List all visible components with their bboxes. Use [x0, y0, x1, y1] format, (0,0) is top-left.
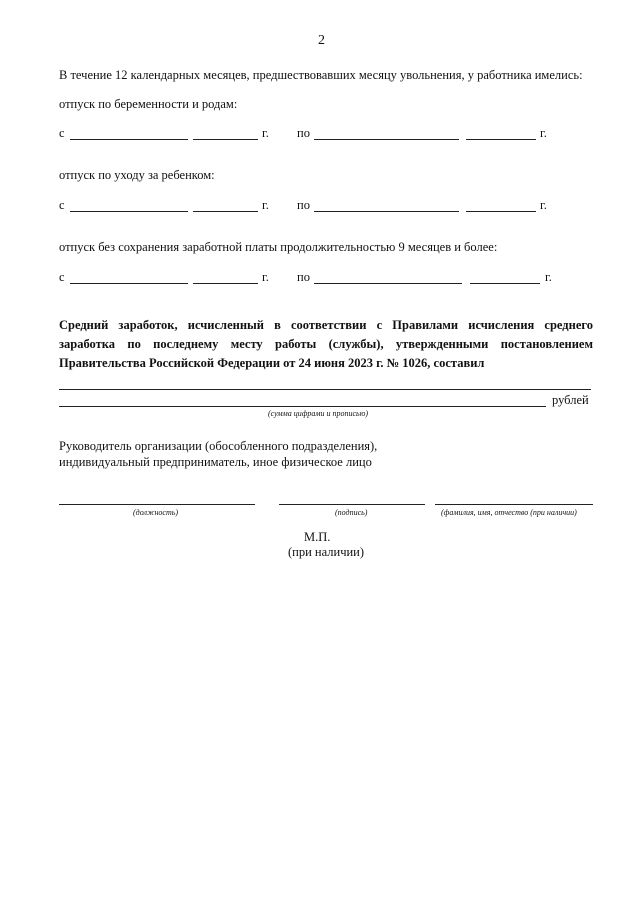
- to-date-field[interactable]: [314, 283, 462, 284]
- position-caption: (должность): [133, 508, 179, 517]
- page-number: 2: [318, 33, 325, 48]
- from-label: с: [59, 126, 65, 140]
- head-title-line2: индивидуальный предприниматель, иное физическое лицо: [59, 455, 372, 469]
- average-earnings-text: Средний заработок, исчисленный в соответствии с Правилами исчисления среднего заработка по последнему месту работы (службы), утвержденными постановлением Правительства Российской Федерации от 24 июня 2023 г. № 1026, составил: [59, 318, 593, 370]
- amount-field-line2[interactable]: [59, 406, 546, 407]
- stamp-note: (при наличии): [288, 545, 365, 559]
- to-year-field[interactable]: [466, 211, 536, 212]
- position-field[interactable]: [59, 504, 255, 505]
- to-label: по: [297, 270, 310, 284]
- year-label: г.: [540, 126, 547, 140]
- from-year-field[interactable]: [193, 139, 258, 140]
- amount-caption: (сумма цифрами и прописью): [268, 409, 369, 418]
- to-label: по: [297, 198, 310, 212]
- from-year-field[interactable]: [193, 283, 258, 284]
- year-label: г.: [262, 126, 269, 140]
- to-date-field[interactable]: [314, 139, 459, 140]
- from-date-field[interactable]: [70, 139, 188, 140]
- to-label: по: [297, 126, 310, 140]
- full-name-field[interactable]: [435, 504, 593, 505]
- amount-field-line1[interactable]: [59, 389, 591, 390]
- year-label: г.: [262, 270, 269, 284]
- rubles-label: рублей: [552, 393, 589, 407]
- from-label: с: [59, 270, 65, 284]
- to-date-field[interactable]: [314, 211, 459, 212]
- full-name-caption: (фамилия, имя, отчество (при наличии): [441, 508, 577, 517]
- intro-text: В течение 12 календарных месяцев, предшествовавших месяцу увольнения, у работника имелись:: [59, 68, 583, 82]
- signature-field[interactable]: [279, 504, 425, 505]
- section-maternity-title: отпуск по беременности и родам:: [59, 97, 238, 111]
- from-year-field[interactable]: [193, 211, 258, 212]
- from-date-field[interactable]: [70, 211, 188, 212]
- head-title-line1: Руководитель организации (обособленного подразделения),: [59, 439, 378, 453]
- from-date-field[interactable]: [70, 283, 188, 284]
- stamp-label: М.П.: [304, 530, 331, 544]
- year-label: г.: [545, 270, 552, 284]
- to-year-field[interactable]: [466, 139, 536, 140]
- section-childcare-title: отпуск по уходу за ребенком:: [59, 168, 215, 182]
- section-unpaid-title: отпуск без сохранения заработной платы продолжительностью 9 месяцев и более:: [59, 240, 498, 254]
- to-year-field[interactable]: [470, 283, 540, 284]
- year-label: г.: [540, 198, 547, 212]
- signature-caption: (подпись): [335, 508, 368, 517]
- from-label: с: [59, 198, 65, 212]
- year-label: г.: [262, 198, 269, 212]
